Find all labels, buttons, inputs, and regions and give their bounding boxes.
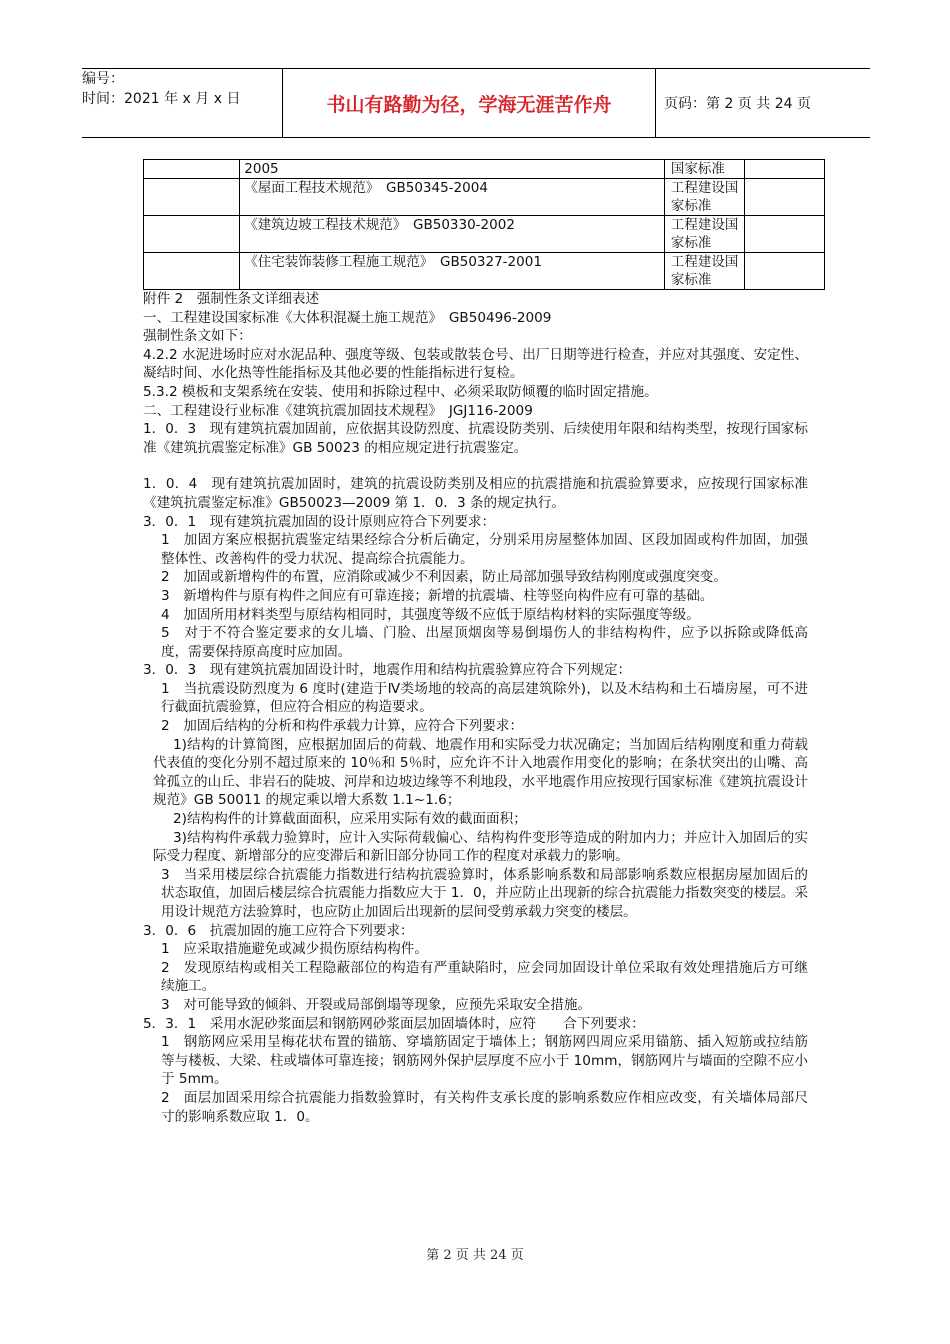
list-item: 2 面层加固采用综合抗震能力指数验算时，有关构件支承长度的影响系数应作相应改变，有关墙体局部尺寸的影响系数应取 1．0。 xyxy=(161,1089,808,1125)
clause-paragraph: 1．0．3 现有建筑抗震加固前，应依据其设防烈度、抗震设防类别、后续使用年限和结构类型，按现行国家标准《建筑抗震鉴定标准》GB 50023 的相应规定进行抗震鉴定。 xyxy=(143,421,808,456)
table-cell-empty xyxy=(144,160,240,179)
clause-paragraph: 5．3．1 采用水泥砂浆面层和钢筋网砂浆面层加固墙体时，应符 合下列要求： xyxy=(143,1015,645,1032)
clause-paragraph: 3．0．3 现有建筑抗震加固设计时，地震作用和结构抗震验算应符合下列规定： xyxy=(143,662,632,679)
list-item: 1 应采取措施避免或减少损伤原结构构件。 xyxy=(161,941,428,958)
section-heading: 二、工程建设行业标准《建筑抗震加固技术规程》 JGJ116-2009 xyxy=(143,402,533,419)
sub-list-item: 1)结构的计算简图，应根据加固后的荷载、地震作用和实际受力状况确定；当加固后结构刚度和重力荷载代表值的变化分别不超过原来的 10％和 5％时，应允许不计入地震作用变化的影响；在条状突出的山嘴、高耸孤立的山丘、非岩石的陡坡、河岸和边坡边缘等不利地段，水平地震作用应按现行国家标准《建筑抗震设计规范》GB 50011 的规定乘以增大系数 1.1~1.6； xyxy=(153,736,808,809)
standard-name-cell: 2005 xyxy=(240,160,665,179)
clause-paragraph: 3．0．6 抗震加固的施工应符合下列要求： xyxy=(143,922,414,939)
list-item: 2 发现原结构或相关工程隐蔽部位的构造有严重缺陷时，应会同加固设计单位采取有效处理措施后方可继续施工。 xyxy=(161,959,808,995)
table-row xyxy=(144,179,825,216)
document-time-label: 时间：2021 年 x 月 x 日 xyxy=(82,91,241,107)
table-cell-empty xyxy=(744,216,824,253)
list-item: 3 新增构件与原有构件之间应有可靠连接；新增的抗震墙、柱等竖向构件应有可靠的基础。 xyxy=(161,587,714,604)
list-item: 5 对于不符合鉴定要求的女儿墙、门脸、出屋顶烟囱等易倒塌伤人的非结构构件，应予以拆除或降低高度，需要保持原高度时应加固。 xyxy=(161,625,808,660)
list-item: 1 加固方案应根据抗震鉴定结果经综合分析后确定，分别采用房屋整体加固、区段加固或构件加固，加强整体性、改善构件的受力状况、提高综合抗震能力。 xyxy=(161,532,808,567)
table-cell-empty xyxy=(744,253,824,290)
table-cell-empty xyxy=(744,179,824,216)
header-motto: 书山有路勤为径，学海无涯苦作舟 xyxy=(282,69,656,137)
sub-list-item: 2)结构构件的计算截面面积，应采用实际有效的截面面积； xyxy=(173,811,527,828)
clause-paragraph: 5.3.2 模板和支架系统在安装、使用和拆除过程中、必须采取防倾覆的临时固定措施。 xyxy=(143,383,658,400)
page-footer: 第 2 页 共 24 页 xyxy=(426,1248,524,1263)
table-cell-empty xyxy=(144,179,240,216)
table-row xyxy=(144,253,825,290)
table-cell-empty xyxy=(144,216,240,253)
standard-name-cell: 《屋面工程技术规范》 GB50345-2004 xyxy=(240,179,665,216)
list-item: 2 加固或新增构件的布置，应消除或减少不利因素，防止局部加强导致结构刚度或强度突变。 xyxy=(161,569,727,586)
standard-type-cell: 国家标准 xyxy=(664,160,744,179)
clause-paragraph: 4.2.2 水泥进场时应对水泥品种、强度等级、包装或散装仓号、出厂日期等进行检查，并应对其强度、安定性、凝结时间、水化热等性能指标及其他必要的性能指标进行复检。 xyxy=(143,346,808,382)
standard-type-cell: 工程建设国家标准 xyxy=(664,179,744,216)
standard-type-cell: 工程建设国家标准 xyxy=(664,216,744,253)
standard-name-cell: 《建筑边坡工程技术规范》 GB50330-2002 xyxy=(240,216,665,253)
header-page-info: 页码：第 2 页 共 24 页 xyxy=(664,96,811,112)
clause-paragraph: 1．0．4 现有建筑抗震加固时，建筑的抗震设防类别及相应的抗震措施和抗震验算要求，应按现行国家标准《建筑抗震鉴定标准》GB50023—2009 第 1．0．3 条的规定执行。 xyxy=(143,476,808,511)
list-item: 1 钢筋网应采用呈梅花状布置的锚筋、穿墙筋固定于墙体上；钢筋网四周应采用锚筋、插入短筋或拉结筋等与楼板、大梁、柱或墙体可靠连接；钢筋网外保护层厚度不应小于 10mm，钢筋网片与墙面的空隙不应小于 5mm。 xyxy=(161,1034,808,1088)
document-body xyxy=(143,290,808,1126)
document-number-label: 编号： xyxy=(82,71,124,87)
table-row xyxy=(144,160,825,179)
standard-type-cell: 工程建设国家标准 xyxy=(664,253,744,290)
table-cell-empty xyxy=(144,253,240,290)
standards-table xyxy=(143,159,825,290)
list-item: 3 当采用楼层综合抗震能力指数进行结构抗震验算时，体系影响系数和局部影响系数应根据房屋加固后的状态取值，加固后楼层综合抗震能力指数应大于 1．0，并应防止出现新的综合抗震能力指数突变的楼层。采用设计规范方法验算时，也应防止加固后出现新的层间受剪承载力突变的楼层。 xyxy=(161,866,808,920)
list-item: 3 对可能导致的倾斜、开裂或局部倒塌等现象，应预先采取安全措施。 xyxy=(161,996,592,1013)
list-item: 1 当抗震设防烈度为 6 度时(建造于Ⅳ类场地的较高的高层建筑除外)，以及木结构和土石墙房屋，可不进行截面抗震验算，但应符合相应的构造要求。 xyxy=(161,680,808,716)
page-header xyxy=(82,68,870,138)
paragraph: 强制性条文如下： xyxy=(143,328,252,345)
sub-list-item: 3)结构构件承载力验算时，应计入实际荷载偏心、结构构件变形等造成的附加内力；并应计入加固后的实际受力程度、新增部分的应变滞后和新旧部分协同工作的程度对承载力的影响。 xyxy=(153,829,808,865)
header-meta xyxy=(82,69,282,137)
spacer xyxy=(143,457,808,475)
appendix-title: 附件 2 强制性条文详细表述 xyxy=(143,291,320,307)
clause-paragraph: 3．0．1 现有建筑抗震加固的设计原则应符合下列要求： xyxy=(143,513,496,530)
table-cell-empty xyxy=(744,160,824,179)
standard-name-cell: 《住宅装饰装修工程施工规范》 GB50327-2001 xyxy=(240,253,665,290)
list-item: 2 加固后结构的分析和构件承载力计算，应符合下列要求： xyxy=(161,718,524,735)
list-item: 4 加固所用材料类型与原结构相同时，其强度等级不应低于原结构材料的实际强度等级。 xyxy=(161,606,700,623)
table-row xyxy=(144,216,825,253)
section-heading: 一、工程建设国家标准《大体积混凝土施工规范》 GB50496-2009 xyxy=(143,309,552,326)
